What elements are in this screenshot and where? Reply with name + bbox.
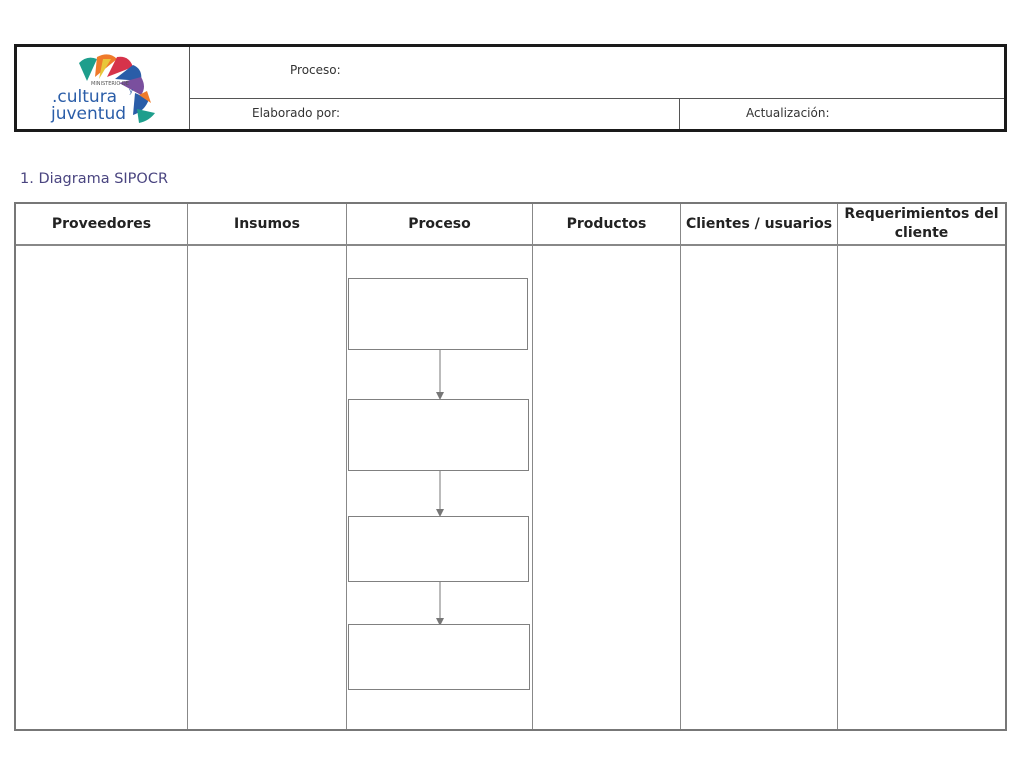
- process-step-box[interactable]: [348, 624, 530, 690]
- column-body: [533, 246, 680, 729]
- arrow-down-icon: [433, 582, 447, 626]
- column-header: Productos: [533, 204, 680, 246]
- arrow-down-icon: [433, 471, 447, 517]
- column-body: [347, 246, 532, 729]
- process-step-box[interactable]: [348, 516, 529, 582]
- column-requerimientos: [838, 204, 1005, 729]
- column-body: [681, 246, 837, 729]
- ministry-logo: [17, 47, 189, 129]
- actualizacion-label: Actualización:: [746, 106, 830, 120]
- process-step-box[interactable]: [348, 399, 529, 471]
- column-insumos: [188, 204, 347, 729]
- sipocr-table: [14, 202, 1007, 731]
- actualizacion-cell: [680, 98, 1004, 129]
- column-body: [838, 246, 1005, 729]
- logo-juventud-text: juventud: [51, 104, 127, 124]
- logo-y-text: y: [129, 87, 134, 95]
- proceso-cell: [189, 47, 1004, 99]
- elaborado-por-cell: [189, 98, 680, 129]
- arrow-down-icon: [433, 350, 447, 400]
- elaborado-por-label: Elaborado por:: [252, 106, 341, 120]
- column-clientes-usuarios: [681, 204, 838, 729]
- process-step-box[interactable]: [348, 278, 528, 350]
- logo-ministerio-text: MINISTERIO DE: [91, 81, 129, 87]
- section-title: 1. Diagrama SIPOCR: [20, 171, 169, 187]
- column-proceso: [347, 204, 533, 729]
- column-body: [188, 246, 346, 729]
- column-header: Clientes / usuarios: [681, 204, 837, 246]
- logo-cell: [17, 47, 190, 129]
- column-productos: [533, 204, 681, 729]
- column-body: [16, 246, 187, 729]
- column-header: Proceso: [347, 204, 532, 246]
- column-header: Requerimientos del cliente: [838, 204, 1005, 246]
- document-header: [14, 44, 1007, 132]
- logo-cultura-text: .cultura: [52, 87, 118, 107]
- column-header: Proveedores: [16, 204, 187, 246]
- column-header: Insumos: [188, 204, 346, 246]
- column-proveedores: [16, 204, 188, 729]
- proceso-label: Proceso:: [290, 63, 341, 77]
